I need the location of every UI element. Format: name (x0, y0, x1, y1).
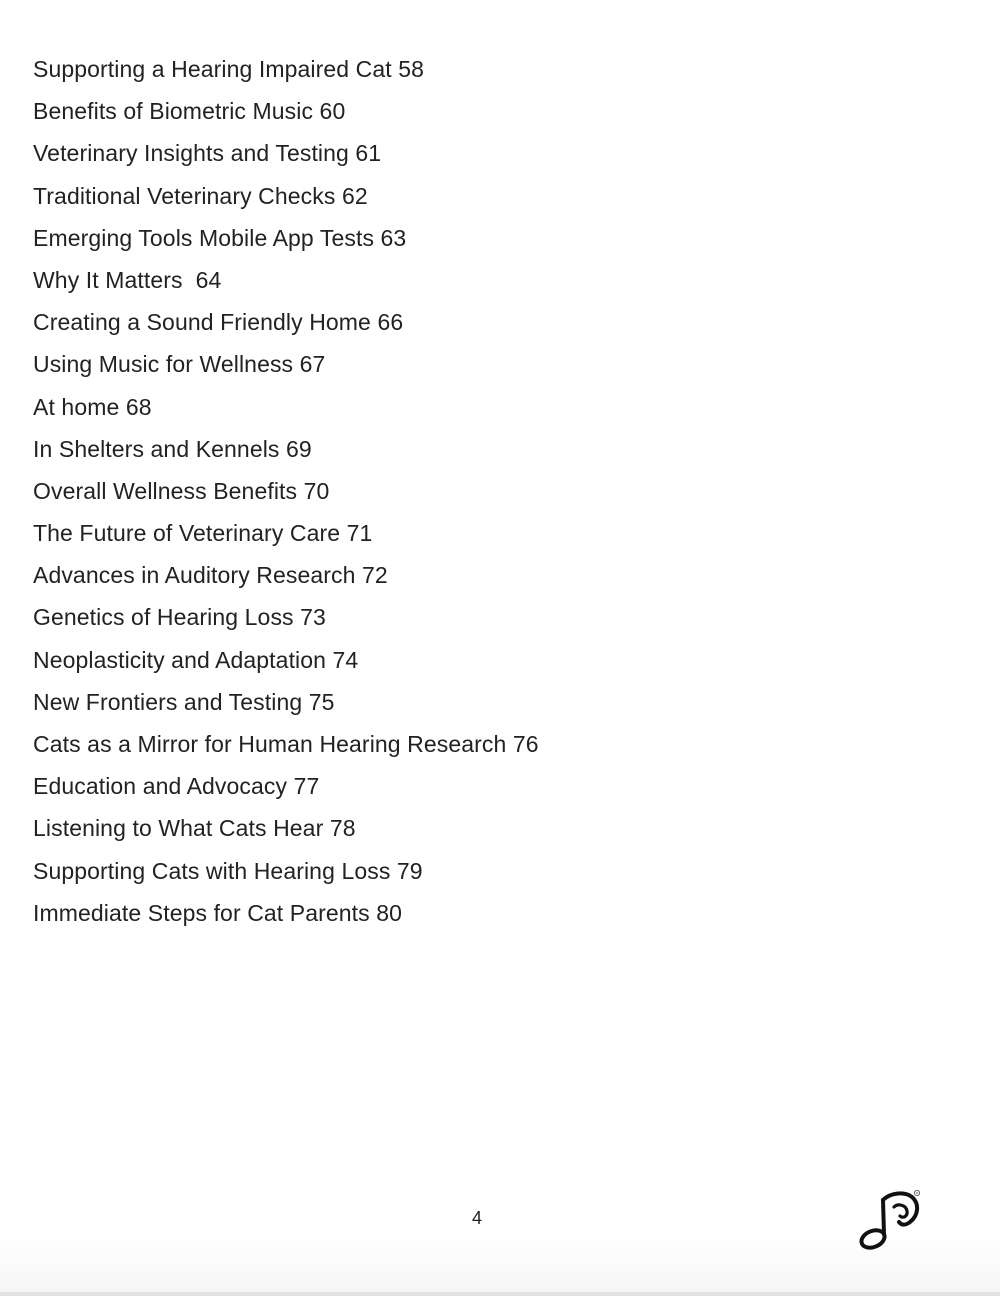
table-of-contents (33, 48, 539, 934)
toc-entry: Overall Wellness Benefits 70 (33, 477, 330, 504)
toc-entry: Why It Matters 64 (33, 266, 222, 293)
toc-entry: Creating a Sound Friendly Home 66 (33, 309, 404, 336)
toc-entry: Neoplasticity and Adaptation 74 (33, 646, 359, 673)
toc-entry: Genetics of Hearing Loss 73 (33, 604, 326, 631)
page-bottom-shade (0, 1236, 1000, 1296)
toc-entry: Benefits of Biometric Music 60 (33, 98, 346, 125)
toc-entry: The Future of Veterinary Care 71 (33, 520, 373, 547)
toc-entry: Cats as a Mirror for Human Hearing Research 76 (33, 731, 539, 757)
music-note-ear-logo-icon (856, 1188, 924, 1254)
toc-entry: New Frontiers and Testing 75 (33, 688, 335, 715)
toc-entry: Advances in Auditory Research 72 (33, 562, 388, 589)
toc-entry: Supporting Cats with Hearing Loss 79 (33, 857, 423, 884)
toc-entry: Veterinary Insights and Testing 61 (33, 140, 382, 167)
toc-entry: Immediate Steps for Cat Parents 80 (33, 899, 403, 926)
page-bottom-edge (0, 1292, 1000, 1296)
toc-entry: In Shelters and Kennels 69 (33, 435, 312, 462)
toc-entry: At home 68 (33, 393, 152, 420)
toc-entry: Listening to What Cats Hear 78 (33, 815, 356, 842)
toc-entry: Emerging Tools Mobile App Tests 63 (33, 224, 407, 251)
toc-entry: Education and Advocacy 77 (33, 773, 320, 800)
page-number: 4 (471, 1208, 482, 1228)
toc-entry: Supporting a Hearing Impaired Cat 58 (33, 56, 424, 82)
toc-entry: Traditional Veterinary Checks 62 (33, 182, 368, 209)
toc-entry: Using Music for Wellness 67 (33, 351, 326, 378)
